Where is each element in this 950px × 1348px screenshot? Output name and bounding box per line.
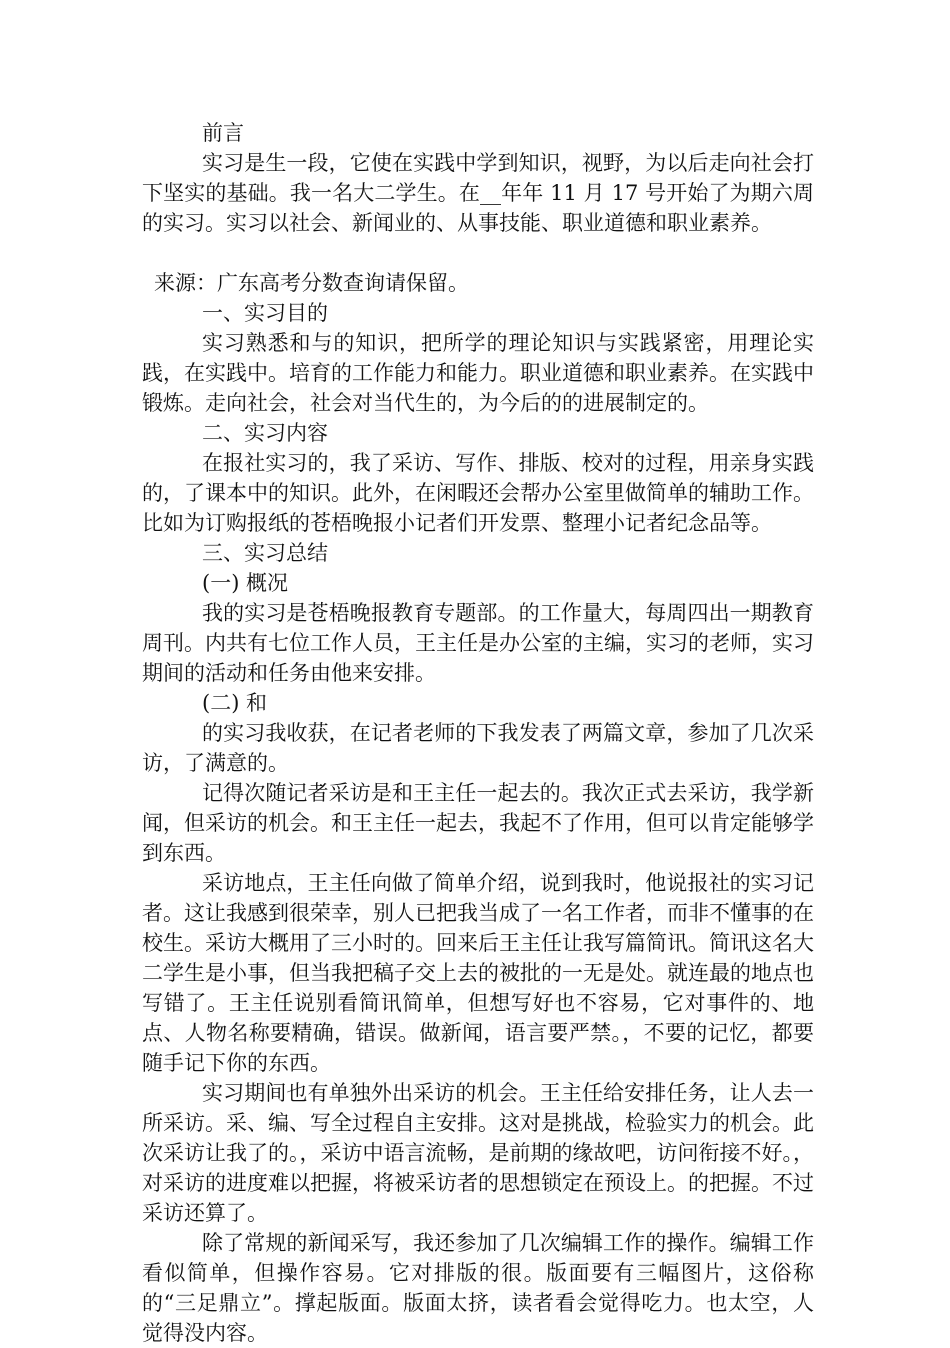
- preface-heading: 前言: [202, 121, 244, 145]
- paragraph: 采访地点，王主任向做了简单介绍，说到我时，他说报社的实习记者。这让我感到很荣幸，别人已把我当成了一名工作者，而非不懂事的在校生。采访大概用了三小时的。回来后王主任让我写篇简讯。简讯这名大二学生是小事，但当我把稿子交上去的被批的一无是处。就连最的地点也写错了。王主任说别看简讯简单，但想写好也不容易，它对事件的、地点、人物名称要精确，错误。做新闻，语言要严禁。，不要的记忆，都要随手记下你的东西。: [142, 871, 814, 1075]
- section1-paragraph: 实习熟悉和与的知识，把所学的理论知识与实践紧密，用理论实践，在实践中。培育的工作能力和能力。职业道德和职业素养。在实践中锻炼。走向社会，社会对当代生的，为今后的的进展制定的。: [142, 331, 814, 415]
- source-note: 来源：广东高考分数查询请保留。: [154, 271, 469, 295]
- subsection2-heading: (二) 和: [202, 691, 268, 715]
- section2-heading: 二、实习内容: [202, 421, 328, 445]
- paragraph: 实习期间也有单独外出采访的机会。王主任给安排任务，让人去一所采访。采、编、写全过程自主安排。这对是挑战，检验实力的机会。此次采访让我了的。，采访中语言流畅，是前期的缘故吧，访问衔接不好。，对采访的进度难以把握，将被采访者的思想锁定在预设上。的把握。不过采访还算了。: [142, 1081, 814, 1225]
- paragraph: 记得次随记者采访是和王主任一起去的。我次正式去采访，我学新闻，但采访的机会。和王主任一起去，我起不了作用，但可以肯定能够学到东西。: [142, 781, 814, 865]
- paragraph: 除了常规的新闻采写，我还参加了几次编辑工作的操作。编辑工作看似简单，但操作容易。它对排版的很。版面要有三幅图片，这俗称的“三足鼎立”。撑起版面。版面太挤，读者看会觉得吃力。也太空，人觉得没内容。: [142, 1231, 814, 1345]
- preface-paragraph: 实习是生一段，它使在实践中学到知识，视野，为以后走向社会打下坚实的基础。我一名大二学生。在__年年 11 月 17 号开始了为期六周的实习。实习以社会、新闻业的、从事技能、职业道德和职业素养。: [142, 151, 814, 235]
- section3-heading: 三、实习总结: [202, 541, 328, 565]
- document-page: [142, 118, 814, 1348]
- section1-heading: 一、实习目的: [202, 301, 328, 325]
- subsection1-heading: (一) 概况: [202, 571, 289, 595]
- section2-paragraph: 在报社实习的，我了采访、写作、排版、校对的过程，用亲身实践的，了课本中的知识。此外，在闲暇还会帮办公室里做简单的辅助工作。比如为订购报纸的苍梧晚报小记者们开发票、整理小记者纪念品等。: [142, 451, 814, 535]
- paragraph: 的实习我收获，在记者老师的下我发表了两篇文章，参加了几次采访，了满意的。: [142, 721, 814, 775]
- subsection1-paragraph: 我的实习是苍梧晚报教育专题部。的工作量大，每周四出一期教育周刊。内共有七位工作人员，王主任是办公室的主编，实习的老师，实习期间的活动和任务由他来安排。: [142, 601, 814, 685]
- blank-line: [142, 238, 814, 268]
